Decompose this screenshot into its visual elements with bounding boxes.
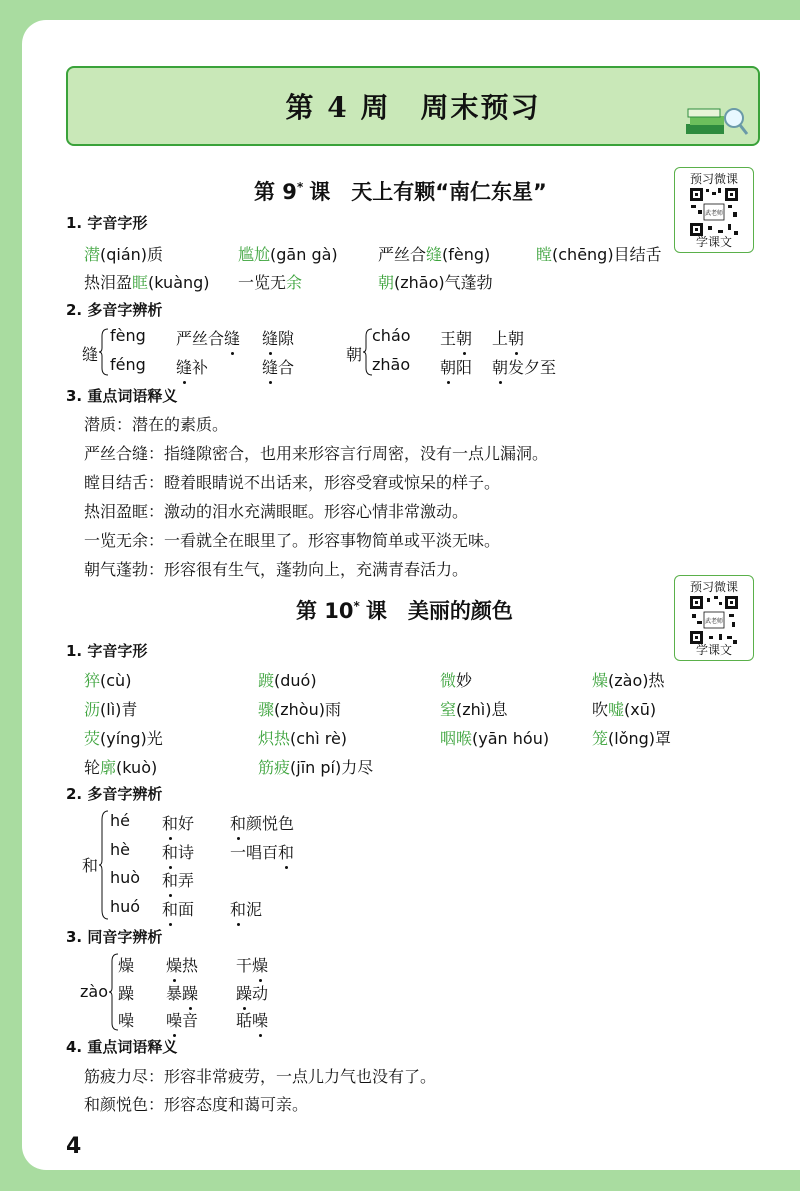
word: 和诗 bbox=[162, 840, 194, 863]
definition: 瞠目结舌：瞪着眼睛说不出话来，形容受窘或惊呆的样子。 bbox=[84, 473, 501, 492]
char-entry: 筋疲(jīn pí)力尽 bbox=[258, 758, 374, 777]
section-heading: 2. 多音字辨析 bbox=[66, 301, 163, 319]
qr-bottom-label: 学课文 bbox=[695, 643, 732, 657]
char-entry: 燥(zào)热 bbox=[592, 671, 665, 690]
word: 朝发夕至 bbox=[492, 355, 556, 378]
qr-top-label: 预习微课 bbox=[689, 172, 738, 186]
qr-bottom-label: 学课文 bbox=[695, 235, 732, 249]
definition: 筋疲力尽：形容非常疲劳，一点儿力气也没有了。 bbox=[84, 1067, 437, 1086]
pinyin: zhāo bbox=[372, 355, 411, 374]
char-entry: 吹嘘(xū) bbox=[592, 700, 657, 719]
char-entry: 窒(zhì)息 bbox=[440, 700, 508, 719]
pinyin: huò bbox=[110, 868, 141, 887]
pinyin: hè bbox=[110, 840, 130, 859]
definition: 和颜悦色：形容态度和蔼可亲。 bbox=[84, 1095, 309, 1114]
char-entry: 朝(zhāo)气蓬勃 bbox=[378, 273, 493, 292]
books-magnifier-icon bbox=[684, 104, 750, 138]
qr-badge[interactable] bbox=[674, 575, 754, 661]
qr-code-icon bbox=[688, 186, 740, 238]
word: 一唱百和 bbox=[230, 840, 294, 863]
char-entry: 严丝合缝(fèng) bbox=[378, 245, 491, 264]
definition: 一览无余：一看就全在眼里了。形容事物简单或平淡无味。 bbox=[84, 531, 501, 550]
qr-badge[interactable] bbox=[674, 167, 754, 253]
section-heading: 1. 字音字形 bbox=[66, 642, 148, 660]
char-entry: 轮廓(kuò) bbox=[84, 758, 158, 777]
pinyin: féng bbox=[110, 355, 146, 374]
char-entry: 荧(yíng)光 bbox=[84, 729, 163, 748]
pinyin: huó bbox=[110, 897, 141, 916]
polyphone-char: 朝 bbox=[346, 345, 363, 364]
char-entry: 炽热(chì rè) bbox=[258, 729, 348, 748]
word: 暴躁 bbox=[166, 981, 198, 1004]
char-entry: 潜(qián)质 bbox=[84, 245, 164, 264]
qr-top-label: 预习微课 bbox=[689, 580, 738, 594]
word: 上朝 bbox=[492, 326, 524, 349]
section-heading: 1. 字音字形 bbox=[66, 214, 148, 232]
definition: 热泪盈眶：激动的泪水充满眼眶。形容心情非常激动。 bbox=[84, 502, 469, 521]
polyphone-char: 缝 bbox=[82, 345, 99, 364]
word: 干燥 bbox=[236, 953, 268, 976]
brace bbox=[99, 328, 109, 376]
homophone-char: 燥 bbox=[118, 956, 135, 975]
lesson-9-heading: 第 9* 课 天上有颗“南仁东星” bbox=[254, 180, 547, 204]
section-heading: 3. 重点词语释义 bbox=[66, 387, 178, 405]
char-entry: 热泪盈眶(kuàng) bbox=[84, 273, 210, 292]
word: 缝补 bbox=[176, 355, 208, 378]
section-heading: 4. 重点词语释义 bbox=[66, 1038, 178, 1056]
word: 严丝合缝 bbox=[176, 326, 240, 349]
char-entry: 尴尬(gān gà) bbox=[238, 245, 338, 264]
char-entry: 踱(duó) bbox=[258, 671, 317, 690]
word: 和面 bbox=[162, 897, 194, 920]
word: 缝隙 bbox=[262, 326, 294, 349]
definition: 潜质：潜在的素质。 bbox=[84, 415, 229, 434]
word: 燥热 bbox=[166, 953, 198, 976]
char-entry: 微妙 bbox=[440, 671, 473, 690]
week-banner bbox=[66, 66, 760, 146]
word: 王朝 bbox=[440, 326, 472, 349]
svg-text:武老师: 武老师 bbox=[704, 210, 724, 217]
section-heading: 3. 同音字辨析 bbox=[66, 928, 163, 946]
word: 和弄 bbox=[162, 868, 194, 891]
char-entry: 瞠(chēng)目结舌 bbox=[536, 245, 662, 264]
char-entry: 猝(cù) bbox=[84, 671, 132, 690]
section-heading: 2. 多音字辨析 bbox=[66, 785, 163, 803]
polyphone-char: 和 bbox=[82, 856, 99, 875]
char-entry: 笼(lǒng)罩 bbox=[592, 729, 672, 748]
char-entry: 骤(zhòu)雨 bbox=[258, 700, 341, 719]
word: 和好 bbox=[162, 811, 194, 834]
brace bbox=[99, 810, 109, 920]
char-entry: 咽喉(yān hóu) bbox=[440, 729, 550, 748]
pinyin: fèng bbox=[110, 326, 146, 345]
char-entry: 一览无余 bbox=[238, 273, 303, 292]
char-entry: 沥(lì)青 bbox=[84, 700, 138, 719]
word: 和泥 bbox=[230, 897, 262, 920]
definition: 严丝合缝：指缝隙密合，也用来形容言行周密，没有一点儿漏洞。 bbox=[84, 444, 549, 463]
page-number: 4 bbox=[66, 1134, 82, 1159]
definition: 朝气蓬勃：形容很有生气，蓬勃向上，充满青春活力。 bbox=[84, 560, 469, 579]
qr-code-icon bbox=[688, 594, 740, 646]
word: 和颜悦色 bbox=[230, 811, 294, 834]
word: 朝阳 bbox=[440, 355, 472, 378]
word: 躁动 bbox=[236, 981, 268, 1004]
pinyin: hé bbox=[110, 811, 130, 830]
pinyin: cháo bbox=[372, 326, 411, 345]
lesson-10-heading: 第 10* 课 美丽的颜色 bbox=[296, 599, 513, 623]
page-title: 第 4 周 周末预习 bbox=[285, 91, 541, 124]
word: 噪音 bbox=[166, 1008, 198, 1031]
homophone-pinyin: zào bbox=[80, 982, 108, 1001]
word: 聒噪 bbox=[236, 1008, 268, 1031]
homophone-char: 躁 bbox=[118, 984, 135, 1003]
svg-text:武老师: 武老师 bbox=[704, 618, 724, 625]
word: 缝合 bbox=[262, 355, 294, 378]
homophone-char: 噪 bbox=[118, 1011, 135, 1030]
